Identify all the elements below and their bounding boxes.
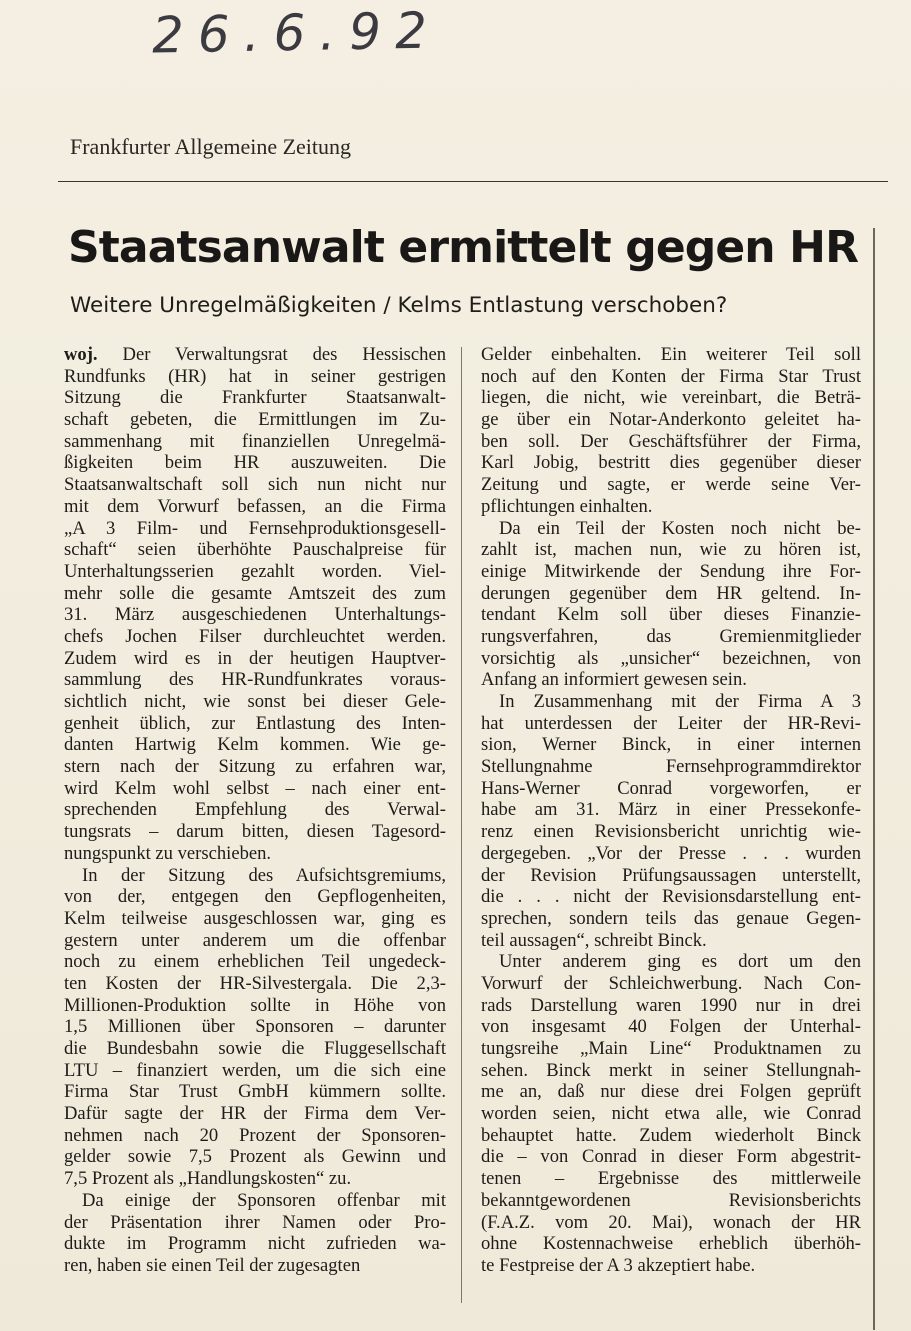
text-line: gestern unter anderem um die offenbar (64, 929, 446, 951)
text-line: Stellungnahme Fernsehprogrammdirektor (481, 756, 861, 778)
text-line: von insgesamt 40 Folgen der Unterhal- (481, 1016, 861, 1038)
text-line: einige Mitwirkende der Sendung ihre For- (481, 560, 861, 582)
text-line: danten Hartwig Kelm kommen. Wie ge- (64, 734, 446, 756)
text-line: vorsichtig als „unsicher“ bezeichnen, von (481, 647, 861, 669)
text-line: mit dem Vorwurf befassen, an die Firma (64, 495, 446, 517)
article-headline: Staatsanwalt ermittelt gegen HR (68, 222, 859, 273)
text-line: ten Kosten der HR-Silvestergala. Die 2,3- (64, 972, 446, 994)
text-line: rads Darstellung waren 1990 nur in drei (481, 994, 861, 1016)
text-line: wird Kelm wohl selbst – nach einer ent- (64, 777, 446, 799)
text-line: ßigkeiten beim HR auszuweiten. Die (64, 452, 446, 474)
text-line: Dafür sagte der HR der Firma dem Ver- (64, 1103, 446, 1125)
text-line: schaft gebeten, die Ermittlungen im Zu- (64, 409, 446, 431)
byline: woj. (64, 344, 98, 365)
text-line: Rundfunks (HR) hat in seiner gestrigen (64, 365, 446, 387)
text-line: sion, Werner Binck, in einer internen (481, 734, 861, 756)
text-line: tenen – Ergebnisse des mittlerweile (481, 1168, 861, 1190)
column-divider (461, 347, 462, 1303)
text-line: von der, entgegen den Gepflogenheiten, (64, 886, 446, 908)
text-line: Staatsanwaltschaft soll sich nun nicht nur (64, 474, 446, 496)
text-line: Karl Jobig, bestritt dies gegenüber dieser (481, 452, 861, 474)
text-line: te Festpreise der A 3 akzeptiert habe. (481, 1254, 756, 1276)
text-line: Anfang an informiert gewesen sein. (481, 669, 747, 691)
text-line: schaft“ seien überhöhte Pauschalpreise für (64, 539, 446, 561)
text-line-content: Der Verwaltungsrat des Hessischen (97, 344, 446, 365)
text-line: Sitzung die Frankfurter Staatsanwalt- (64, 387, 446, 409)
text-line: LTU – finanziert werden, um die sich eine (64, 1059, 446, 1081)
text-line: sammlung des HR-Rundfunkrates voraus- (64, 669, 446, 691)
text-line: hat unterdessen der Leiter der HR-Revi- (481, 712, 861, 734)
text-line: sichtlich nicht, wie sonst bei dieser Gele- (64, 691, 446, 712)
text-line: derungen gegenüber dem HR geltend. In- (481, 582, 861, 604)
text-line (64, 344, 446, 366)
text-line: (F.A.Z. vom 20. Mai), wonach der HR (481, 1211, 861, 1233)
text-line: die Bundesbahn sowie die Fluggesellschaft (64, 1038, 446, 1059)
text-line: dukte im Programm nicht zufrieden wa- (64, 1233, 446, 1255)
text-line: me an, daß nur diese drei Folgen geprüft (481, 1081, 861, 1103)
text-line: Firma Star Trust GmbH kümmern sollte. (64, 1081, 446, 1103)
text-line: sprechenden Empfehlung des Verwal- (64, 799, 446, 821)
text-line: Hans-Werner Conrad vorgeworfen, er (481, 777, 861, 799)
text-line: In der Sitzung des Aufsichtsgremiums, (82, 864, 446, 886)
text-line: zahlt ist, machen nun, wie zu hören ist, (481, 539, 861, 561)
text-line: renz einen Revisionsbericht unrichtig wie- (481, 821, 861, 843)
handwritten-date: 26.6.92 (151, 1, 442, 65)
text-line: In Zusammenhang mit der Firma A 3 (499, 691, 861, 712)
text-line: die . . . nicht der Revisionsdarstellung ent- (481, 886, 861, 908)
publication-name: Frankfurter Allgemeine Zeitung (70, 134, 352, 159)
article-subheadline: Weitere Unregelmäßigkeiten / Kelms Entlastung verschoben? (70, 293, 728, 318)
text-line: tungsrats – darum bitten, diesen Tagesord- (64, 821, 446, 843)
article-column-left (64, 344, 446, 1277)
text-line: gelder sowie 7,5 Prozent als Gewinn und (64, 1146, 446, 1168)
text-line: nehmen nach 20 Prozent der Sponsoren- (64, 1124, 446, 1146)
text-line: habe am 31. März in einer Pressekonfe- (481, 799, 861, 821)
text-line: Unter anderem ging es dort um den (499, 951, 861, 973)
right-edge-rule (873, 228, 875, 1330)
text-line: der Präsentation ihrer Namen oder Pro- (64, 1211, 446, 1233)
text-line: mehr solle die gesamte Amtszeit des zum (64, 582, 446, 604)
text-line: pflichtungen einhalten. (481, 495, 653, 517)
text-line: 1,5 Millionen über Sponsoren – darunter (64, 1016, 446, 1038)
text-line: ben soll. Der Geschäftsführer der Firma, (481, 430, 861, 452)
text-line: ren, haben sie einen Teil der zugesagten (64, 1254, 361, 1276)
text-line: ge über ein Notar-Anderkonto geleitet ha- (481, 409, 861, 431)
text-line: dergegeben. „Vor der Presse . . . wurden (481, 842, 861, 864)
text-line: Zudem wird es in der heutigen Hauptver- (64, 647, 446, 669)
text-line: noch auf den Konten der Firma Star Trust (481, 365, 861, 387)
text-line: nungspunkt zu verschieben. (64, 842, 272, 864)
text-line: tungsreihe „Main Line“ Produktnamen zu (481, 1038, 861, 1059)
text-line: liegen, die nicht, wie vereinbart, die Beträ- (481, 387, 861, 409)
text-line: der Revision Prüfungsaussagen unterstellt, (481, 864, 861, 886)
text-line: Da ein Teil der Kosten noch nicht be- (499, 517, 861, 539)
header-rule (58, 181, 888, 182)
text-line: stern nach der Sitzung zu erfahren war, (64, 756, 446, 778)
text-line: sprechen, sondern teils das genaue Gegen- (481, 907, 861, 929)
text-line: 31. März ausgeschiedenen Unterhaltungs- (64, 604, 446, 626)
text-line: behauptet hatte. Zudem wiederholt Binck (481, 1124, 861, 1146)
text-line: worden seien, nicht etwa alle, wie Conrad (481, 1103, 861, 1125)
text-line: Kelm teilweise ausgeschlossen war, ging es (64, 907, 446, 929)
text-line: Vorwurf der Schleichwerbung. Nach Con- (481, 972, 861, 994)
article-column-right (481, 344, 861, 1277)
text-line: chefs Jochen Filser durchleuchtet werden. (64, 625, 446, 647)
text-line: tendant Kelm soll über dieses Finanzie- (481, 604, 861, 626)
text-line: rungsverfahren, das Gremienmitglieder (481, 625, 861, 647)
text-line: sehen. Binck merkt in seiner Stellungnah- (481, 1059, 861, 1081)
text-line: Gelder einbehalten. Ein weiterer Teil soll (481, 344, 861, 365)
text-line: Zeitung und sagte, er werde seine Ver- (481, 474, 861, 496)
text-line: Unterhaltungsserien gezahlt worden. Viel- (64, 560, 446, 582)
text-line: bekanntgewordenen Revisionsberichts (481, 1189, 861, 1211)
text-line: 7,5 Prozent als „Handlungskosten“ zu. (64, 1168, 352, 1190)
text-line: noch zu einem erheblichen Teil ungedeck- (64, 951, 446, 973)
text-line: teil aussagen“, schreibt Binck. (481, 929, 707, 951)
text-line: Millionen-Produktion sollte in Höhe von (64, 994, 446, 1016)
text-line: „A 3 Film- und Fernsehproduktionsgesell- (64, 517, 446, 539)
text-line: die – von Conrad in dieser Form abgestrit- (481, 1146, 861, 1168)
text-line: sammenhang mit finanziellen Unregelmä- (64, 430, 446, 452)
text-line: genheit üblich, zur Entlastung des Inten- (64, 712, 446, 734)
text-line: Da einige der Sponsoren offenbar mit (82, 1189, 446, 1211)
text-line: ohne Kostennachweise erheblich überhöh- (481, 1233, 861, 1255)
